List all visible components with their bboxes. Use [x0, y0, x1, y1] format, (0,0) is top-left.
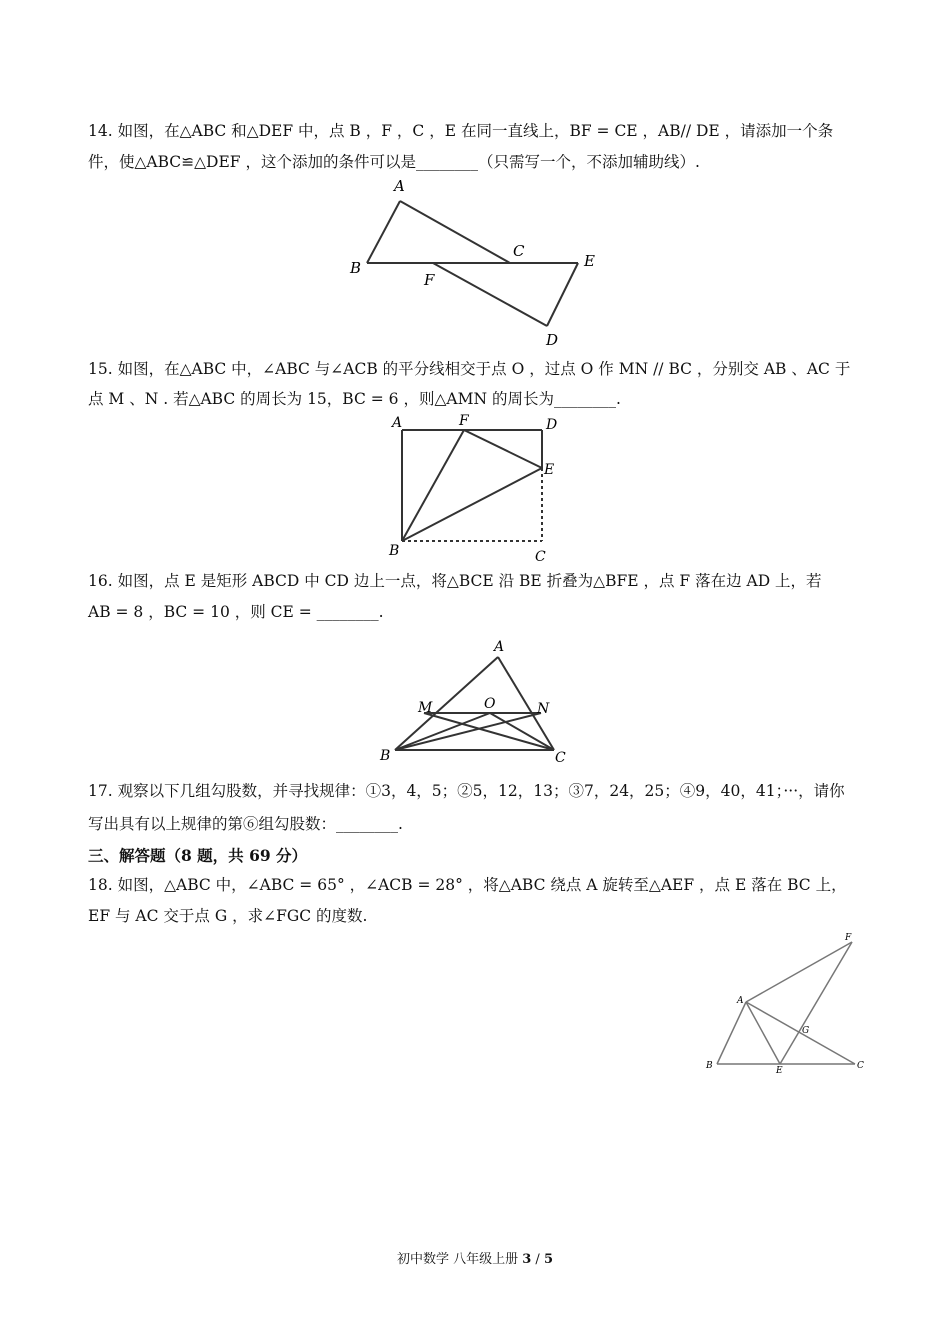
- q15-line1: 15. 如图，在△ABC 中，∠ABC 与∠ACB 的平分线相交于点 O ，过点 O 作 MN // BC ，分别交 AB 、AC 于: [88, 360, 851, 378]
- q18-line2: EF 与 AC 交于点 G ，求∠FGC 的度数.: [88, 907, 368, 925]
- label-A: A: [394, 177, 405, 195]
- label-E: E: [544, 462, 555, 478]
- label-E: E: [776, 1066, 783, 1075]
- label-N: N: [537, 701, 550, 717]
- q14-line1: 14. 如图，在△ABC 和△DEF 中，点 B ，F ，C ，E 在同一直线上，BF = CE ，AB// DE ，请添加一个条: [88, 122, 834, 140]
- figure-q14: [340, 175, 610, 350]
- label-C: C: [535, 549, 546, 565]
- q17-line2: 写出具有以上规律的第⑥组勾股数：________.: [88, 815, 403, 833]
- label-B: B: [350, 259, 362, 277]
- label-F: F: [424, 271, 435, 289]
- q18-line1: 18. 如图，△ABC 中，∠ABC = 65° ，∠ACB = 28° ，将△ABC 绕点 A 旋转至△AEF ，点 E 落在 BC 上，: [88, 876, 847, 894]
- footer-page-total: 5: [543, 1252, 553, 1267]
- label-D: D: [546, 331, 559, 349]
- label-B: B: [706, 1061, 713, 1071]
- footer-subject: 初中数学 八年级上册: [396, 1252, 523, 1267]
- footer-page-number: 3: [522, 1252, 532, 1267]
- label-G: G: [802, 1026, 810, 1036]
- q14-line2: 件，使△ABC≌△DEF ，这个添加的条件可以是________（只需写一个，不添加辅助线）.: [88, 153, 700, 171]
- figure-q15: [385, 410, 570, 565]
- q16-line2: AB = 8 ，BC = 10 ，则 CE = ________.: [88, 603, 384, 621]
- label-A: A: [494, 639, 505, 655]
- label-O: O: [484, 696, 496, 712]
- label-B: B: [380, 748, 391, 764]
- label-C: C: [555, 750, 566, 766]
- section-heading: 三、解答题（8 题，共 69 分）: [88, 846, 308, 865]
- page-footer: [0, 1248, 950, 1267]
- label-C: C: [857, 1061, 864, 1071]
- label-M: M: [418, 700, 433, 716]
- label-B: B: [389, 543, 400, 559]
- figure-q16: [378, 635, 578, 767]
- footer-separator: /: [531, 1252, 544, 1267]
- label-E: E: [584, 252, 595, 270]
- label-C: C: [513, 242, 525, 260]
- label-F: F: [845, 933, 852, 943]
- label-D: D: [546, 417, 558, 433]
- q15-line2: 点 M 、N . 若△ABC 的周长为 15，BC = 6 ，则△AMN 的周长为________.: [88, 390, 621, 408]
- q17-line1: 17. 观察以下几组勾股数，并寻找规律：①3，4，5；②5，12，13；③7，24，25；④9，40，41；···，请你: [88, 782, 845, 800]
- label-A: A: [737, 996, 744, 1006]
- label-F: F: [459, 413, 469, 429]
- figure-q18: [700, 930, 870, 1075]
- q16-line1: 16. 如图，点 E 是矩形 ABCD 中 CD 边上一点，将△BCE 沿 BE 折叠为△BFE ，点 F 落在边 AD 上，若: [88, 572, 822, 590]
- label-A: A: [392, 415, 403, 431]
